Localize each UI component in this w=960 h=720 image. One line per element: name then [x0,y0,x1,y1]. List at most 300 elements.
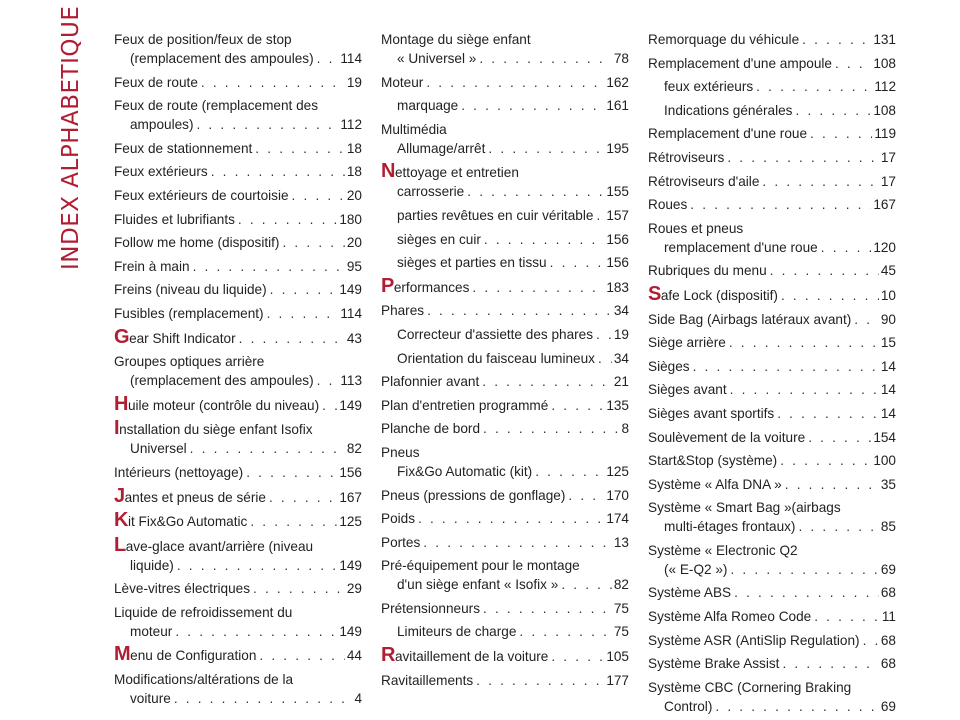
dot-leader [175,622,337,641]
entry-label: (« E-Q2 ») [664,561,728,577]
index-entry [381,556,629,594]
entry-label: ear Shift Indicator [129,330,236,346]
index-entry [114,139,362,158]
dot-leader [467,182,604,201]
index-entry [381,396,629,415]
dot-leader [282,233,344,252]
index-entry [648,101,896,120]
entry-label: ettoyage et entretien [394,165,519,181]
section-letter: S [648,282,661,305]
entry-label: Freins (niveau du liquide) [114,282,267,298]
entry-label: Rétroviseurs [648,149,725,165]
entry-label: Feux de position/feux de stop [114,32,292,47]
entry-label: Control) [664,698,713,714]
dot-leader [798,517,878,536]
page-number: 82 [346,441,362,457]
dot-leader [269,488,337,507]
dot-leader [785,475,879,494]
dot-leader [238,210,337,229]
index-entry [381,274,629,297]
page-number: 34 [613,303,629,319]
index-entry [114,645,362,665]
index-entry [114,670,362,708]
page-number: 100 [873,453,896,469]
entry-label: Limiteurs de charge [397,624,517,640]
index-entry [648,428,896,447]
index-entry [114,233,362,252]
index-entry [381,671,629,690]
entry-label: liquide) [130,557,174,573]
entry-label: Poids [381,511,416,527]
index-entry [381,162,629,201]
dot-leader [810,124,872,143]
dot-leader [418,509,604,528]
dot-leader [730,560,878,579]
entry-label: Feux extérieurs de courtoisie [114,187,289,203]
dot-leader [267,304,339,323]
entry-label: « Universel » [397,51,477,66]
entry-label: sièges en cuir [397,231,481,247]
entry-label: afe Lock (dispositif) [660,287,778,303]
page-number: 113 [340,373,362,389]
entry-label: Système « Electronic Q2 [648,542,798,558]
entry-label: Groupes optiques arrière [114,354,265,370]
entry-label: avitaillement de la voiture [394,649,549,665]
page-number: 19 [613,326,629,342]
section-letter: P [381,274,394,297]
page-number: 82 [613,577,629,593]
index-entry [648,541,896,579]
page-number: 167 [339,489,362,505]
page-number: 161 [606,98,629,114]
index-entry [114,511,362,531]
page-number: 14 [880,358,896,374]
index-entry [648,30,896,49]
dot-leader [762,172,878,191]
section-letter: I [114,417,120,440]
dot-leader [596,206,604,225]
entry-label: Start&Stop (système) [648,453,778,469]
entry-label: d'un siège enfant « Isofix » [397,577,559,593]
entry-label: Liquide de refroidissement du [114,604,293,620]
index-entry [114,484,362,507]
entry-label: nstallation du siège enfant Isofix [119,422,313,438]
index-entry [381,419,629,438]
index-entry [381,646,629,666]
page-number: 95 [346,258,362,274]
page-number: 177 [606,672,629,688]
index-entry [648,172,896,191]
page-number: 85 [880,519,896,535]
index-entry [114,352,362,390]
dot-leader [693,357,879,376]
entry-label: sièges et parties en tissu [397,255,547,271]
page-number: 18 [346,140,362,156]
section-letter: L [114,533,126,556]
entry-label: Feux de route [114,74,198,90]
dot-leader [488,139,604,158]
dot-leader [568,486,604,505]
section-letter: J [114,484,125,507]
dot-leader [250,512,337,531]
page-number: 112 [874,79,896,95]
dot-leader [259,646,344,665]
entry-label: Système « Smart Bag »(airbags [648,500,841,516]
entry-label: Rétroviseurs d'aile [648,173,760,189]
dot-leader [561,575,612,594]
index-entry [114,392,362,415]
entry-label: Système Alfa Romeo Code [648,609,812,625]
page-number: 14 [880,405,896,421]
page-number: 149 [339,397,362,413]
entry-label: uile moteur (contrôle du niveau) [127,397,320,413]
index-entry [381,622,629,641]
index-entry [381,206,629,225]
index-entry [648,148,896,167]
page-number: 69 [880,698,896,714]
page-number: 18 [346,164,362,180]
dot-leader [317,49,339,68]
dot-leader [734,583,879,602]
index-entry [648,475,896,494]
dot-leader [292,186,345,205]
index-entry [648,219,896,257]
entry-label: Modifications/altérations de la [114,672,294,688]
dot-leader [484,230,604,249]
index-entry [648,54,896,73]
section-letter: R [381,644,395,667]
entry-label: Plafonnier avant [381,374,480,390]
entry-label: Intérieurs (nettoyage) [114,464,244,480]
entry-label: Remorquage du véhicule [648,32,800,47]
section-letter: N [381,160,395,183]
page-number: 68 [880,632,896,648]
dot-leader [863,631,879,650]
index-entry [114,73,362,92]
dot-leader [482,372,612,391]
dot-leader [270,280,338,299]
dot-leader [479,49,612,68]
index-entry [648,404,896,423]
dot-leader [729,333,879,352]
dot-leader [715,697,879,716]
page-number: 157 [606,207,629,223]
index-entry [648,498,896,536]
entry-label: (remplacement des ampoules) [130,373,314,389]
index-entry [648,357,896,376]
page-number: 14 [880,382,896,398]
entry-label: Fusibles (remplacement) [114,305,264,321]
entry-label: Système Brake Assist [648,656,780,672]
dot-leader [727,148,879,167]
dot-leader [519,622,611,641]
dot-leader [426,73,604,92]
page-number: 174 [606,511,629,527]
entry-label: (remplacement des ampoules) [130,51,314,66]
page-number: 156 [606,231,629,247]
page-number: 15 [880,335,896,351]
index-entry [381,372,629,391]
entry-label: Follow me home (dispositif) [114,235,280,251]
index-entry [114,162,362,181]
entry-label: Moteur [381,74,424,90]
entry-label: enu de Configuration [130,648,257,664]
entry-label: Fluides et lubrifiants [114,211,235,227]
page-number: 180 [339,211,362,227]
page-number: 114 [340,305,362,321]
entry-label: Frein à main [114,258,190,274]
dot-leader [322,396,337,415]
entry-label: Indications générales [664,102,793,118]
dot-leader [476,671,604,690]
entry-label: Système « Alfa DNA » [648,476,782,492]
entry-label: Montage du siège enfant [381,32,531,47]
entry-label: Correcteur d'assiette des phares [397,326,594,342]
entry-label: Portes [381,534,421,550]
entry-label: Feux de route (remplacement des [114,98,319,114]
index-entry [648,310,896,329]
page-number: 17 [880,173,896,189]
entry-label: moteur [130,623,173,639]
section-letter: K [114,509,128,532]
entry-label: Side Bag (Airbags latéraux avant) [648,311,852,327]
index-entry [114,325,362,348]
entry-label: Lève-vitres électriques [114,581,250,597]
index-entry [381,301,629,320]
dot-leader [808,428,871,447]
dot-leader [190,439,345,458]
page-number: 68 [880,585,896,601]
dot-leader [598,349,612,368]
entry-label: ampoules) [130,117,194,133]
page-number: 120 [873,239,896,255]
index-entry [381,120,629,158]
index-entry [114,96,362,134]
page-number: 8 [621,421,629,437]
dot-leader [427,301,612,320]
index-entry [114,280,362,299]
page-number: 35 [880,476,896,492]
dot-leader [177,556,337,575]
dot-leader [201,73,345,92]
entry-label: feux extérieurs [664,79,754,95]
index-entry [648,333,896,352]
index-column-3 [648,30,896,720]
page-number: 112 [340,117,362,133]
page-number: 43 [346,330,362,346]
dot-leader [835,54,871,73]
page-number: 195 [606,140,629,156]
page-number: 19 [346,74,362,90]
index-entry [381,325,629,344]
entry-label: Sièges [648,358,690,374]
page-number: 183 [606,279,629,295]
entry-label: Orientation du faisceau lumineux [397,350,595,366]
index-entry [381,599,629,618]
entry-label: erformances [393,279,470,295]
entry-label: Plan d'entretien programmé [381,397,549,413]
dot-leader [814,607,880,626]
entry-label: Remplacement d'une roue [648,126,808,142]
entry-label: Fix&Go Automatic (kit) [397,463,533,479]
page-number: 75 [613,600,629,616]
entry-label: Système ABS [648,585,732,601]
index-entry [648,654,896,673]
entry-label: Pré-équipement pour le montage [381,558,580,574]
index-entry [648,195,896,214]
index-entry [114,210,362,229]
index-entry [648,282,896,305]
index-entry [381,73,629,92]
entry-label: Roues et pneus [648,220,744,236]
page-number: 29 [346,581,362,597]
section-letter: H [114,392,128,415]
index-entry [381,509,629,528]
entry-label: Pneus [381,444,420,460]
index-column-1 [114,30,362,713]
entry-label: Phares [381,303,425,319]
dot-leader [253,579,345,598]
dot-leader [239,329,345,348]
page-number: 149 [339,557,362,573]
index-entry [381,486,629,505]
page-number: 75 [613,624,629,640]
page-number: 149 [339,282,362,298]
page-number: 13 [613,534,629,550]
dot-leader [472,278,604,297]
entry-label: multi-étages frontaux) [664,519,796,535]
dot-leader [423,533,612,552]
entry-label: antes et pneus de série [124,489,266,505]
dot-leader [461,96,604,115]
page-number: 4 [354,691,362,707]
index-entry [114,419,362,458]
entry-label: Feux de stationnement [114,140,253,156]
page-number: 155 [606,184,629,200]
dot-leader [535,462,604,481]
index-entry [114,304,362,323]
entry-label: Multimédia [381,121,447,137]
index-entry [114,579,362,598]
entry-label: voiture [130,691,171,707]
page-number: 149 [339,623,362,639]
section-letter: G [114,325,130,348]
dot-leader [483,419,619,438]
page-number: 45 [880,263,896,279]
dot-leader [795,101,871,120]
index-entry [648,631,896,650]
entry-label: Sièges avant sportifs [648,405,775,421]
page-number: 156 [339,464,362,480]
page-number: 125 [606,463,629,479]
entry-label: it Fix&Go Automatic [127,514,248,530]
page-number: 17 [880,149,896,165]
dot-leader [174,689,353,708]
entry-label: Soulèvement de la voiture [648,429,806,445]
index-entry [381,96,629,115]
entry-label: Remplacement d'une ampoule [648,55,832,71]
dot-leader [483,599,612,618]
dot-leader [821,238,872,257]
entry-label: Roues [648,197,688,213]
entry-label: Rubriques du menu [648,263,767,279]
index-entry [114,186,362,205]
page-number: 68 [880,656,896,672]
dot-leader [770,261,879,280]
section-side-tab [56,5,86,270]
index-entry [381,253,629,272]
page-number: 20 [346,187,362,203]
entry-label: Prétensionneurs [381,600,480,616]
index-entry [648,77,896,96]
index-entry [381,349,629,368]
entry-label: remplacement d'une roue [664,239,818,255]
entry-label: Universel [130,441,187,457]
page-number: 154 [873,429,896,445]
entry-label: Feux extérieurs [114,164,208,180]
dot-leader [756,77,872,96]
entry-label: Siège arrière [648,335,726,351]
index-entry [648,583,896,602]
dot-leader [255,139,345,158]
dot-leader [802,30,871,49]
index-entry [381,230,629,249]
page-number: 108 [873,55,896,71]
index-entry [114,30,362,68]
index-entry [114,257,362,276]
entry-label: Allumage/arrêt [397,140,486,156]
dot-leader [780,451,871,470]
page-number: 167 [873,197,896,213]
entry-label: Sièges avant [648,382,727,398]
index-entry [648,451,896,470]
dot-leader [246,463,337,482]
index-entry [114,463,362,482]
dot-leader [551,396,604,415]
dot-leader [196,115,338,134]
dot-leader [782,654,878,673]
page-number: 125 [339,514,362,530]
dot-leader [690,195,871,214]
dot-leader [777,404,879,423]
index-entry [381,533,629,552]
dot-leader [854,310,879,329]
dot-leader [730,380,879,399]
index-entry [648,261,896,280]
index-entry [648,124,896,143]
page-number: 105 [606,649,629,665]
page-number: 108 [873,102,896,118]
page-number: 10 [880,287,896,303]
page-number: 78 [613,51,629,66]
index-entry [648,607,896,626]
dot-leader [781,286,879,305]
entry-label: Planche de bord [381,421,481,437]
page-number: 135 [606,397,629,413]
index-entry [381,443,629,481]
dot-leader [317,371,339,390]
entry-label: Système CBC (Cornering Braking [648,679,852,695]
index-entry [381,30,629,68]
entry-label: marquage [397,98,459,114]
page-number: 20 [346,235,362,251]
page-number: 44 [346,648,362,664]
entry-label: Ravitaillements [381,672,474,688]
page-number: 21 [613,374,629,390]
dot-leader [550,253,605,272]
index-entry [114,603,362,641]
entry-label: parties revêtues en cuir véritable [397,207,594,223]
